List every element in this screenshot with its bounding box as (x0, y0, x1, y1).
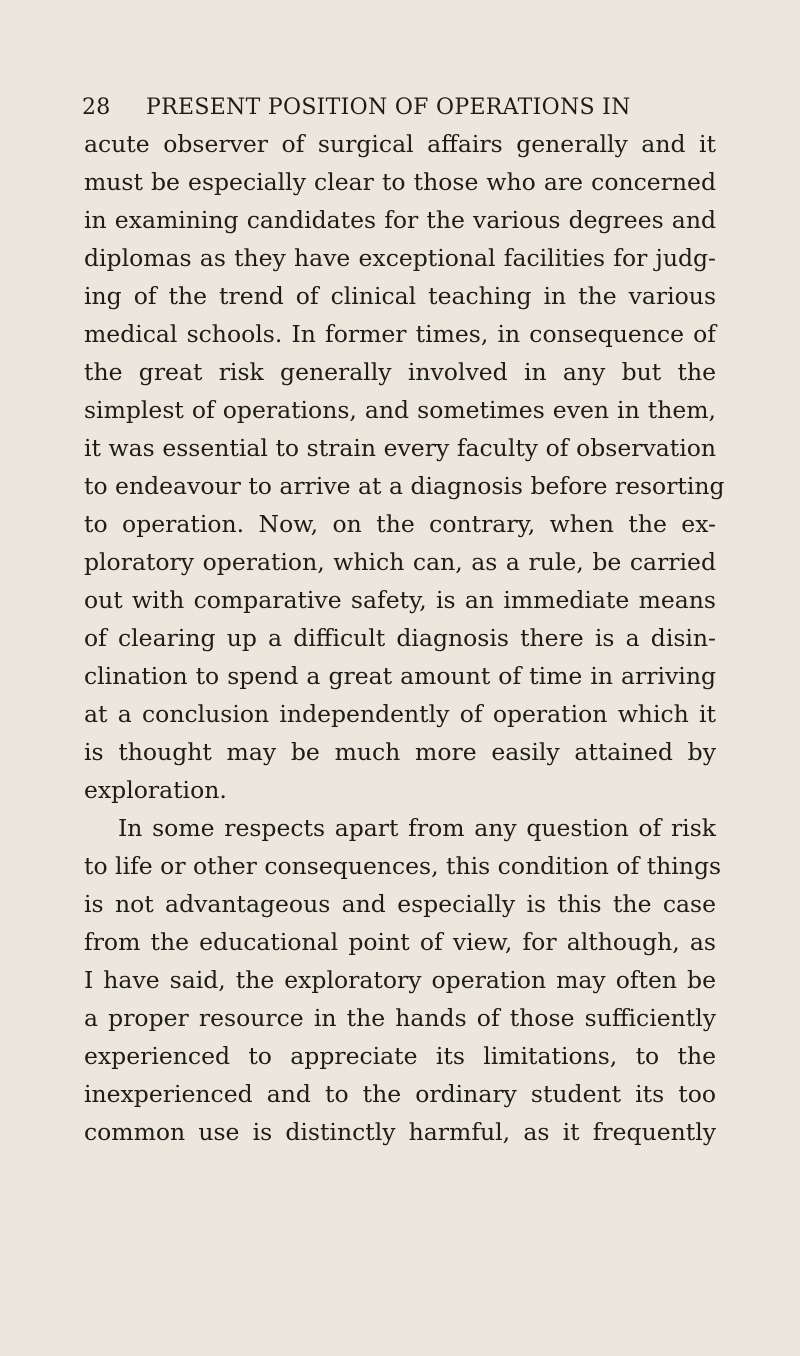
text-line: clination to spend a great amount of time in arriving (84, 662, 716, 690)
text-line: at a conclusion independently of operation which it (84, 700, 716, 728)
text-line: ing of the trend of clinical teaching in the various (84, 282, 716, 310)
text-line: to operation. Now, on the contrary, when the ex- (84, 510, 716, 538)
text-line: the great risk generally involved in any but the (84, 358, 716, 386)
text-line: inexperienced and to the ordinary student its too (84, 1080, 716, 1108)
text-line: out with comparative safety, is an immediate means (84, 586, 716, 614)
text-line: ploratory operation, which can, as a rule, be carried (84, 548, 716, 576)
text-line: from the educational point of view, for although, as (84, 928, 716, 956)
text-line: of clearing up a difficult diagnosis there is a disin- (84, 624, 716, 652)
text-line: experienced to appreciate its limitations, to the (84, 1042, 716, 1070)
running-title: PRESENT POSITION OF OPERATIONS IN (146, 95, 631, 120)
text-line: common use is distinctly harmful, as it frequently (84, 1118, 716, 1146)
text-line: in examining candidates for the various degrees and (84, 206, 716, 234)
text-line: is not advantageous and especially is this the case (84, 890, 716, 918)
page-header (82, 88, 722, 128)
text-line: it was essential to strain every faculty of observation (84, 434, 716, 462)
text-line: is thought may be much more easily attained by (84, 738, 716, 766)
text-line: diplomas as they have exceptional facilities for judg- (84, 244, 716, 272)
text-line: exploration. (84, 776, 227, 804)
text-line: simplest of operations, and sometimes even in them, (84, 396, 716, 424)
text-line: medical schools. In former times, in consequence of (84, 320, 716, 348)
text-line: In some respects apart from any question of risk (118, 814, 716, 842)
text-line: a proper resource in the hands of those sufficiently (84, 1004, 716, 1032)
text-line: must be especially clear to those who are concerned (84, 168, 716, 196)
text-line: to life or other consequences, this condition of things (84, 852, 722, 880)
text-line: to endeavour to arrive at a diagnosis before resorting (84, 472, 725, 500)
page-number: 28 (82, 95, 111, 120)
text-line: I have said, the exploratory operation may often be (84, 966, 716, 994)
text-line: acute observer of surgical affairs generally and it (84, 130, 716, 158)
